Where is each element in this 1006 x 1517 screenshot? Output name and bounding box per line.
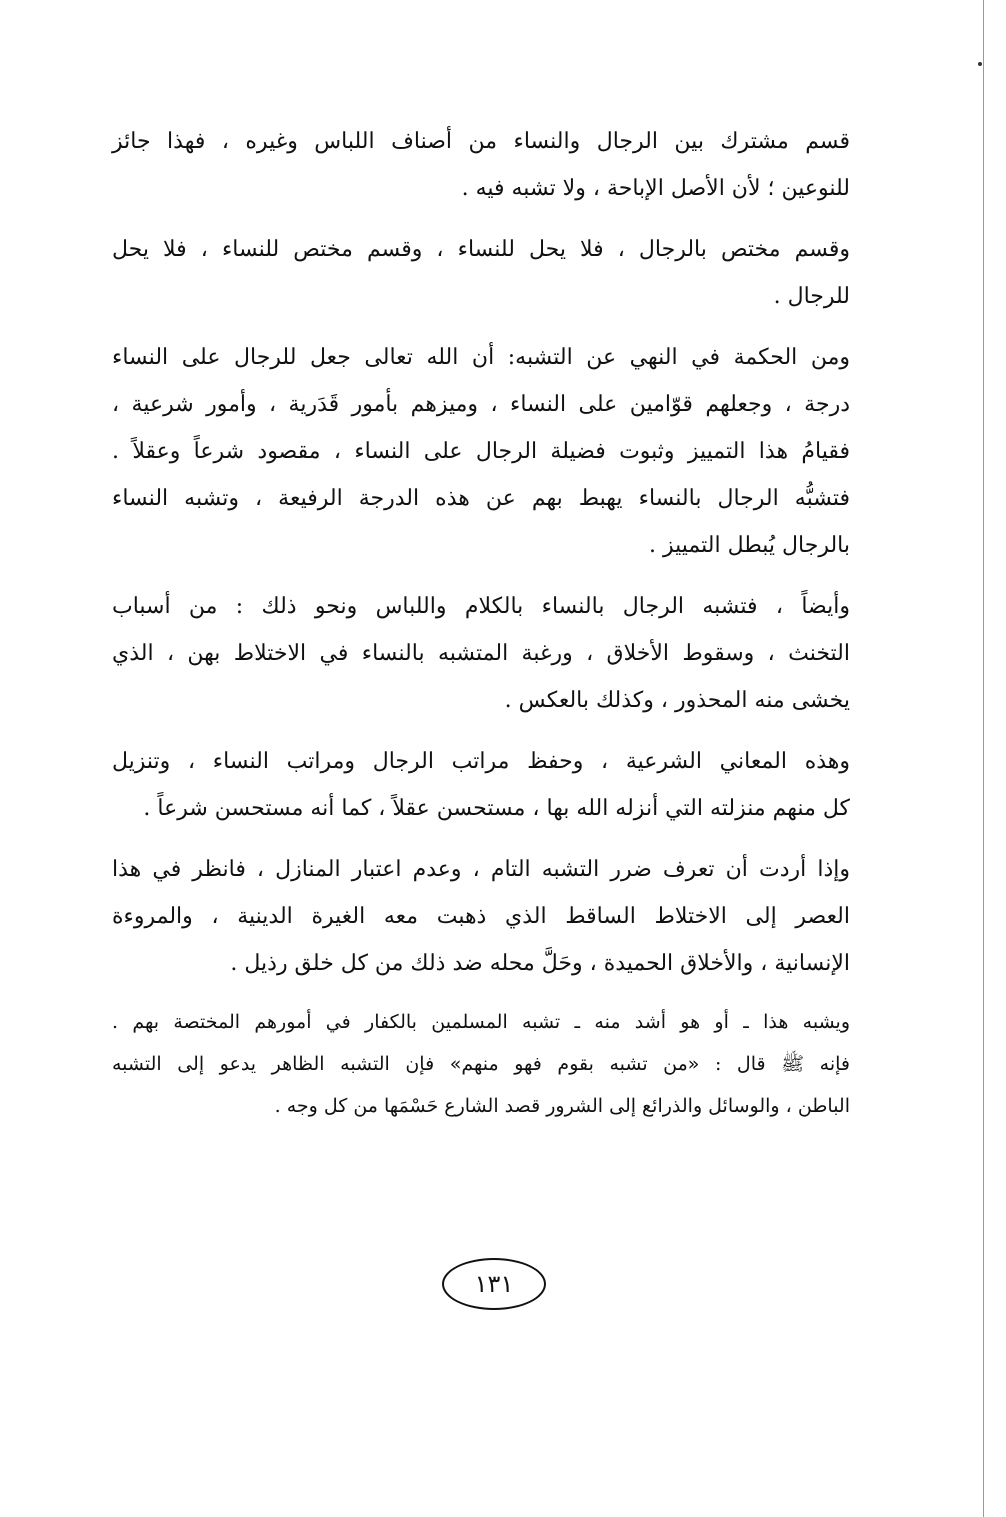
page-number-badge — [442, 1258, 546, 1310]
text-line: يخشى منه المحذور ، وكذلك بالعكس . — [504, 688, 850, 713]
closing-paragraph — [112, 1001, 850, 1127]
text-line: الإنسانية ، والأخلاق الحميدة ، وحَلَّ محله ضد ذلك من كل خلق رذيل . — [230, 951, 850, 976]
page-number: ١٣١ — [474, 1270, 514, 1298]
paragraph-5 — [112, 738, 850, 832]
paragraph-4 — [112, 583, 850, 724]
text-line: للنوعين ؛ لأن الأصل الإباحة ، ولا تشبه فيه . — [461, 176, 850, 201]
hadith-line — [112, 1043, 850, 1085]
text-line: ويشبه هذا ـ أو هو أشد منه ـ تشبه المسلمين بالكفار في أمورهم المختصة بهم . — [112, 1011, 850, 1033]
text-line: للرجال . — [773, 284, 850, 309]
paragraph-6 — [112, 846, 850, 987]
text-segment: فإنه ﷺ قال : — [699, 1053, 851, 1075]
paragraph-1 — [112, 118, 850, 212]
text-line: وقسم مختص بالرجال ، فلا يحل للنساء ، وقسم مختص للنساء ، فلا يحل — [112, 237, 850, 262]
text-line: كل منهم منزلته التي أنزله الله بها ، مستحسن عقلاً ، كما أنه مستحسن شرعاً . — [143, 796, 850, 821]
text-line: درجة ، وجعلهم قوّامين على النساء ، وميزهم بأمور قَدَرية ، وأمور شرعية ، — [112, 392, 850, 417]
scan-speck — [978, 62, 982, 66]
text-line: وإذا أردت أن تعرف ضرر التشبه التام ، وعدم اعتبار المنازل ، فانظر في هذا — [112, 857, 850, 882]
paragraph-3 — [112, 334, 850, 569]
text-line: وأيضاً ، فتشبه الرجال بالنساء بالكلام واللباس ونحو ذلك : من أسباب — [112, 594, 850, 619]
text-line: فتشبُّه الرجال بالنساء يهبط بهم عن هذه الدرجة الرفيعة ، وتشبه النساء — [112, 486, 850, 511]
page-body — [112, 118, 850, 1141]
text-line: العصر إلى الاختلاط الساقط الذي ذهبت معه الغيرة الدينية ، والمروءة — [112, 904, 850, 929]
text-line: وهذه المعاني الشرعية ، وحفظ مراتب الرجال ومراتب النساء ، وتنزيل — [112, 749, 850, 774]
text-segment: فإن التشبه الظاهر يدعو إلى التشبه — [112, 1053, 450, 1075]
text-line: فقيامُ هذا التمييز وثبوت فضيلة الرجال على النساء ، مقصود شرعاً وعقلاً . — [112, 439, 850, 464]
paragraph-2 — [112, 226, 850, 320]
text-line: الباطن ، والوسائل والذرائع إلى الشرور قصد الشارع حَسْمَها من كل وجه . — [274, 1095, 850, 1117]
scan-edge-line — [983, 0, 984, 1517]
text-line: التخنث ، وسقوط الأخلاق ، ورغبة المتشبه بالنساء في الاختلاط بهن ، الذي — [112, 641, 850, 666]
text-line: بالرجال يُبطل التمييز . — [649, 533, 850, 558]
text-line: ومن الحكمة في النهي عن التشبه: أن الله تعالى جعل للرجال على النساء — [112, 345, 850, 370]
hadith-quote: «من تشبه بقوم فهو منهم» — [449, 1053, 700, 1075]
text-line: قسم مشترك بين الرجال والنساء من أصناف اللباس وغيره ، فهذا جائز — [112, 129, 850, 154]
